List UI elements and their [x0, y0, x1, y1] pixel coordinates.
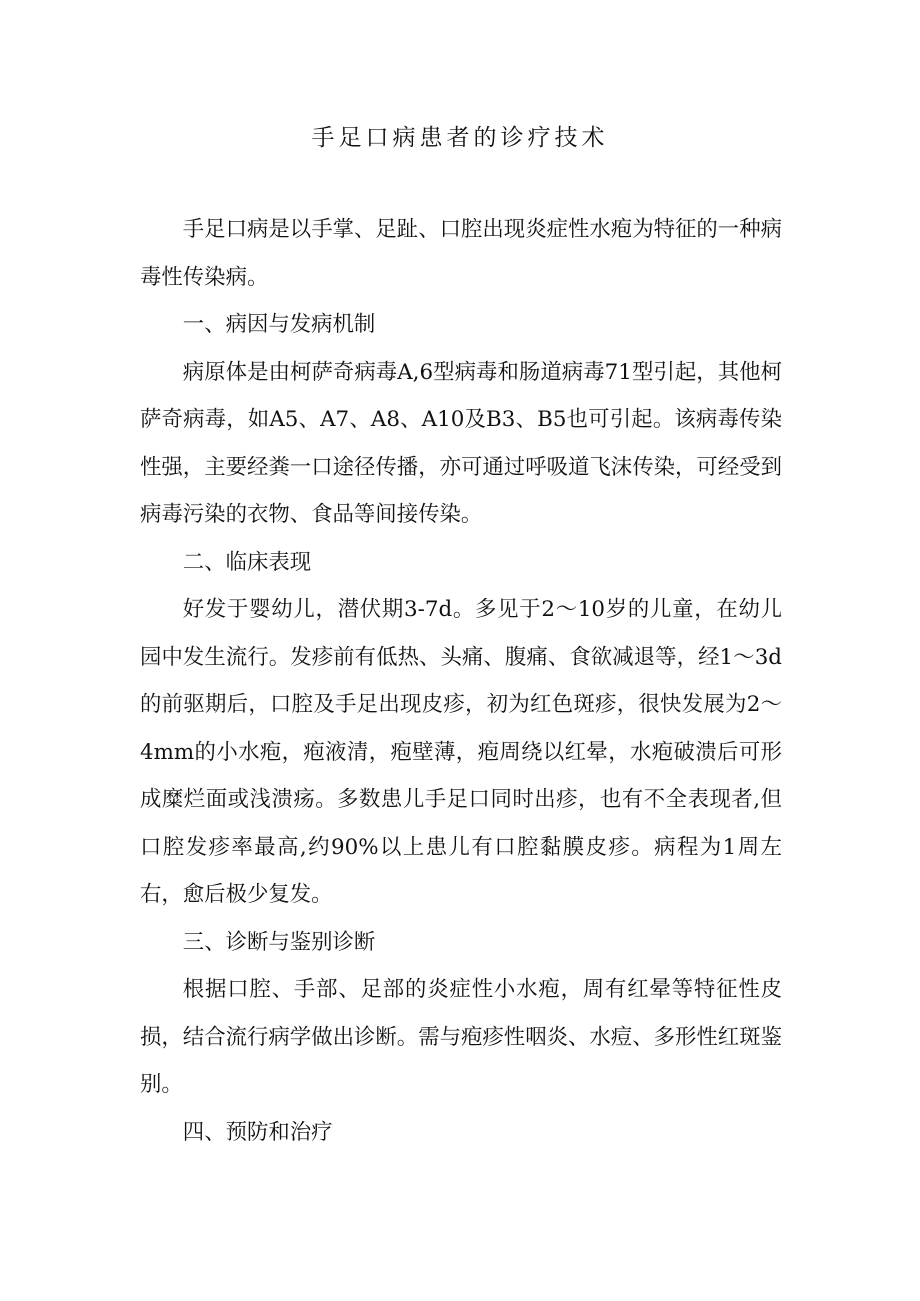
section-heading-diagnosis: 三、诊断与鉴别诊断	[182, 929, 376, 955]
document-body	[140, 206, 782, 1156]
section-heading-clinical: 二、临床表现	[182, 549, 312, 575]
clinical-paragraph: 好发于婴幼儿，潜伏期3-7d。多见于2～10岁的儿童，在幼儿园中发生流行。发疹前有低热、头痛、腹痛、食欲减退等，经1～3d的前驱期后，口腔及手足出现皮疹，初为红色斑疹，很快发展为2～4mm的小水疱，疱液清，疱壁薄，疱周绕以红晕，水疱破溃后可形成糜烂面或浅溃疡。多数患儿手足口同时出疹，也有不全表现者,但口腔发疹率最高,约90%以上患儿有口腔黏膜皮疹。病程为1周左右，愈后极少复发。	[140, 597, 782, 907]
diagnosis-paragraph: 根据口腔、手部、足部的炎症性小水疱，周有红晕等特征性皮损，结合流行病学做出诊断。需与疱疹性咽炎、水痘、多形性红斑鉴别。	[140, 977, 782, 1097]
intro-paragraph: 手足口病是以手掌、足趾、口腔出现炎症性水疱为特征的一种病毒性传染病。	[140, 217, 782, 290]
etiology-paragraph: 病原体是由柯萨奇病毒A,6型病毒和肠道病毒71型引起，其他柯萨奇病毒，如A5、A7、A8、A10及B3、B5也可引起。该病毒传染性强，主要经粪一口途径传播，亦可通过呼吸道飞沫传染，可经受到病毒污染的衣物、食品等间接传染。	[140, 359, 782, 527]
section-heading-treatment: 四、预防和治疗	[182, 1119, 333, 1145]
page-title: 手足口病患者的诊疗技术	[311, 125, 609, 151]
section-heading-etiology: 一、病因与发病机制	[182, 312, 376, 337]
